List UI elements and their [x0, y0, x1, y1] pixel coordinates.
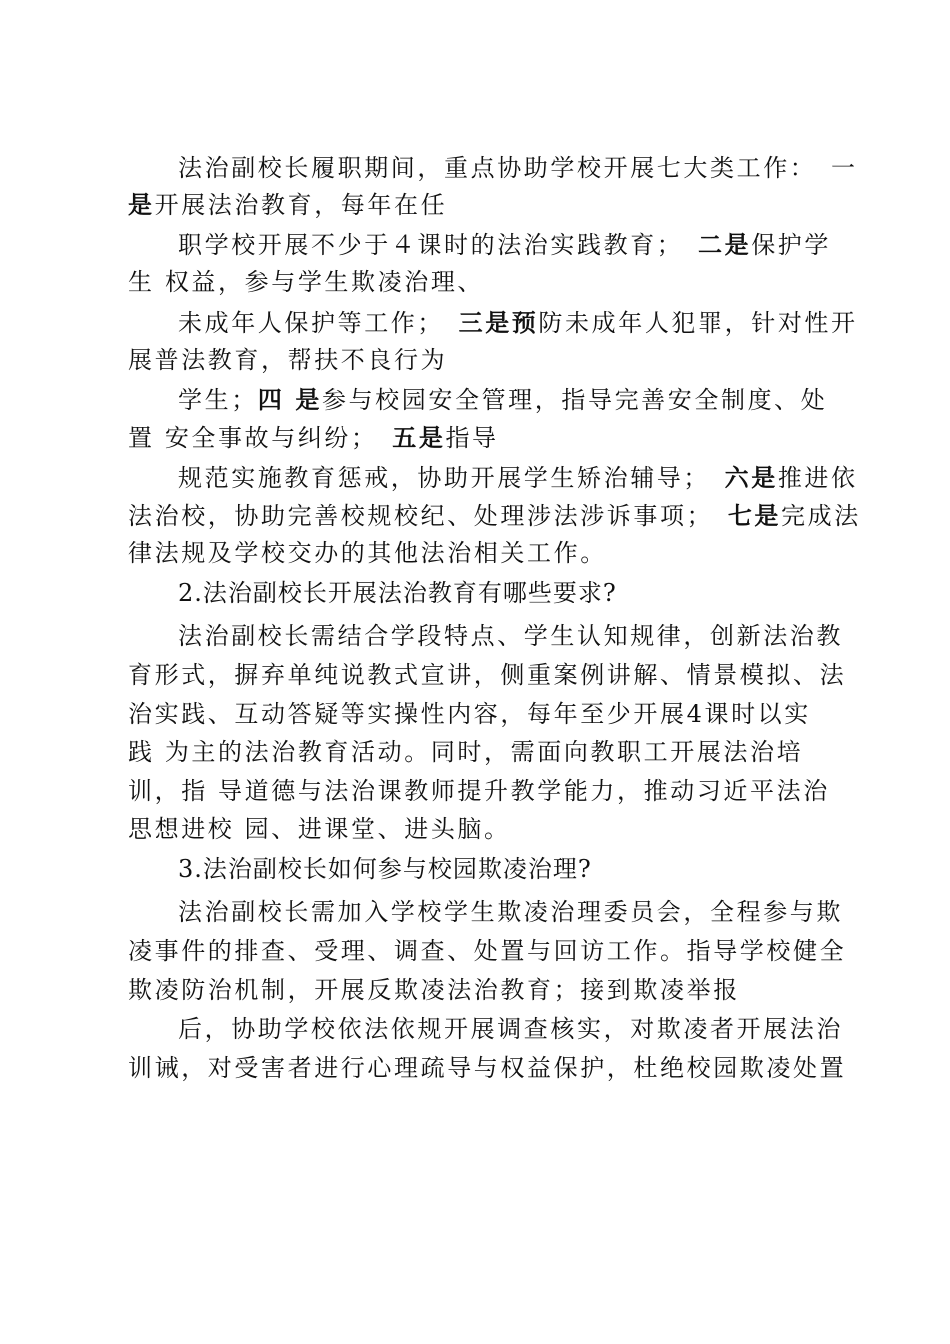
text-run: 思想进校 园、进课堂、进头脑。: [128, 815, 511, 843]
bold-run: 七是: [727, 501, 782, 530]
text-run: 治实践、互动答疑等实操性内容，每年至少开展4课时以实: [128, 700, 811, 728]
bold-run: 六是: [724, 463, 778, 492]
text-line: [178, 463, 858, 492]
text-run: 育形式，摒弃单纯说教式宣讲，侧重案例讲解、情景模拟、法: [128, 661, 847, 689]
text-run: 凌事件的排查、受理、调查、处置与回访工作。指导学校健全: [128, 937, 847, 965]
text-line: [178, 230, 832, 259]
text-run: 规范实施教育惩戒，协助开展学生矫治辅导；: [178, 464, 725, 492]
bold-run: 是: [128, 190, 155, 219]
text-line: [128, 191, 823, 219]
bold-run: 三是预: [458, 308, 539, 337]
text-run: 完成法: [781, 502, 861, 530]
text-run: 法治副校长需加入学校学生欺凌治理委员会，全程参与欺: [178, 898, 843, 926]
text-run: 训诫，对受害者进行心理疏导与权益保护，杜绝校园欺凌处置: [128, 1054, 847, 1082]
text-run: 指导: [445, 424, 499, 452]
text-line: [128, 346, 823, 374]
text-line: [128, 501, 861, 530]
text-line: [178, 898, 843, 926]
text-line: [128, 976, 823, 1004]
text-line: [128, 539, 823, 567]
text-line: [128, 700, 823, 728]
text-run: 推进依: [777, 464, 858, 492]
text-run: 律法规及学校交办的其他法治相关工作。: [128, 539, 607, 567]
text-run: 2.法治副校长开展法治教育有哪些要求?: [178, 579, 617, 607]
text-run: 防未成年人犯罪，针对性开: [538, 309, 858, 337]
text-run: 法治校，协助完善校规校纪、处理涉法涉诉事项；: [128, 502, 728, 530]
text-run: 3.法治副校长如何参与校园欺凌治理?: [178, 855, 592, 883]
text-run: 置 安全事故与纠纷；: [128, 424, 393, 452]
text-line: [128, 815, 823, 843]
text-line: [178, 308, 858, 337]
question-heading: [178, 855, 823, 883]
question-heading: [178, 579, 823, 607]
text-run: 保护学: [751, 231, 832, 259]
text-run: 未成年人保护等工作；: [178, 309, 459, 337]
text-line: [128, 738, 823, 766]
text-run: 学生；: [178, 386, 258, 414]
bold-run: 五是: [392, 423, 446, 452]
text-run: 职学校开展不少于４课时的法治实践教育；: [178, 231, 698, 259]
text-run: 后，协助学校依法依规开展调查核实，对欺凌者开展法治: [178, 1015, 843, 1043]
text-line: [128, 268, 823, 296]
text-line: [178, 385, 828, 414]
text-run: 践 为主的法治教育活动。同时，需面向教职工开展法治培: [128, 738, 804, 766]
bold-run: 二是: [698, 230, 752, 259]
text-run: 欺凌防治机制，开展反欺凌法治教育；接到欺凌举报: [128, 976, 740, 1004]
bold-run: 四 是: [257, 385, 322, 414]
text-line: [128, 661, 847, 689]
text-line: [128, 1054, 847, 1082]
text-line: [128, 777, 830, 805]
text-run: 法治副校长需结合学段特点、学生认知规律，创新法治教: [178, 622, 843, 650]
text-line: [128, 937, 847, 965]
text-line: [178, 622, 843, 650]
text-run: 开展法治教育，每年在任: [154, 191, 448, 219]
text-line: [128, 424, 823, 452]
text-run: 训，指 导道德与法治课教师提升教学能力，推动习近平法治: [128, 777, 830, 805]
text-run: 法治副校长履职期间，重点协助学校开展七大类工作： 一: [178, 154, 858, 182]
text-line: [178, 154, 858, 182]
text-run: 生 权益，参与学生欺凌治理、: [128, 268, 485, 296]
text-line: [178, 1015, 843, 1043]
text-run: 展普法教育，帮扶不良行为: [128, 346, 448, 374]
text-run: 参与校园安全管理，指导完善安全制度、处: [321, 386, 828, 414]
